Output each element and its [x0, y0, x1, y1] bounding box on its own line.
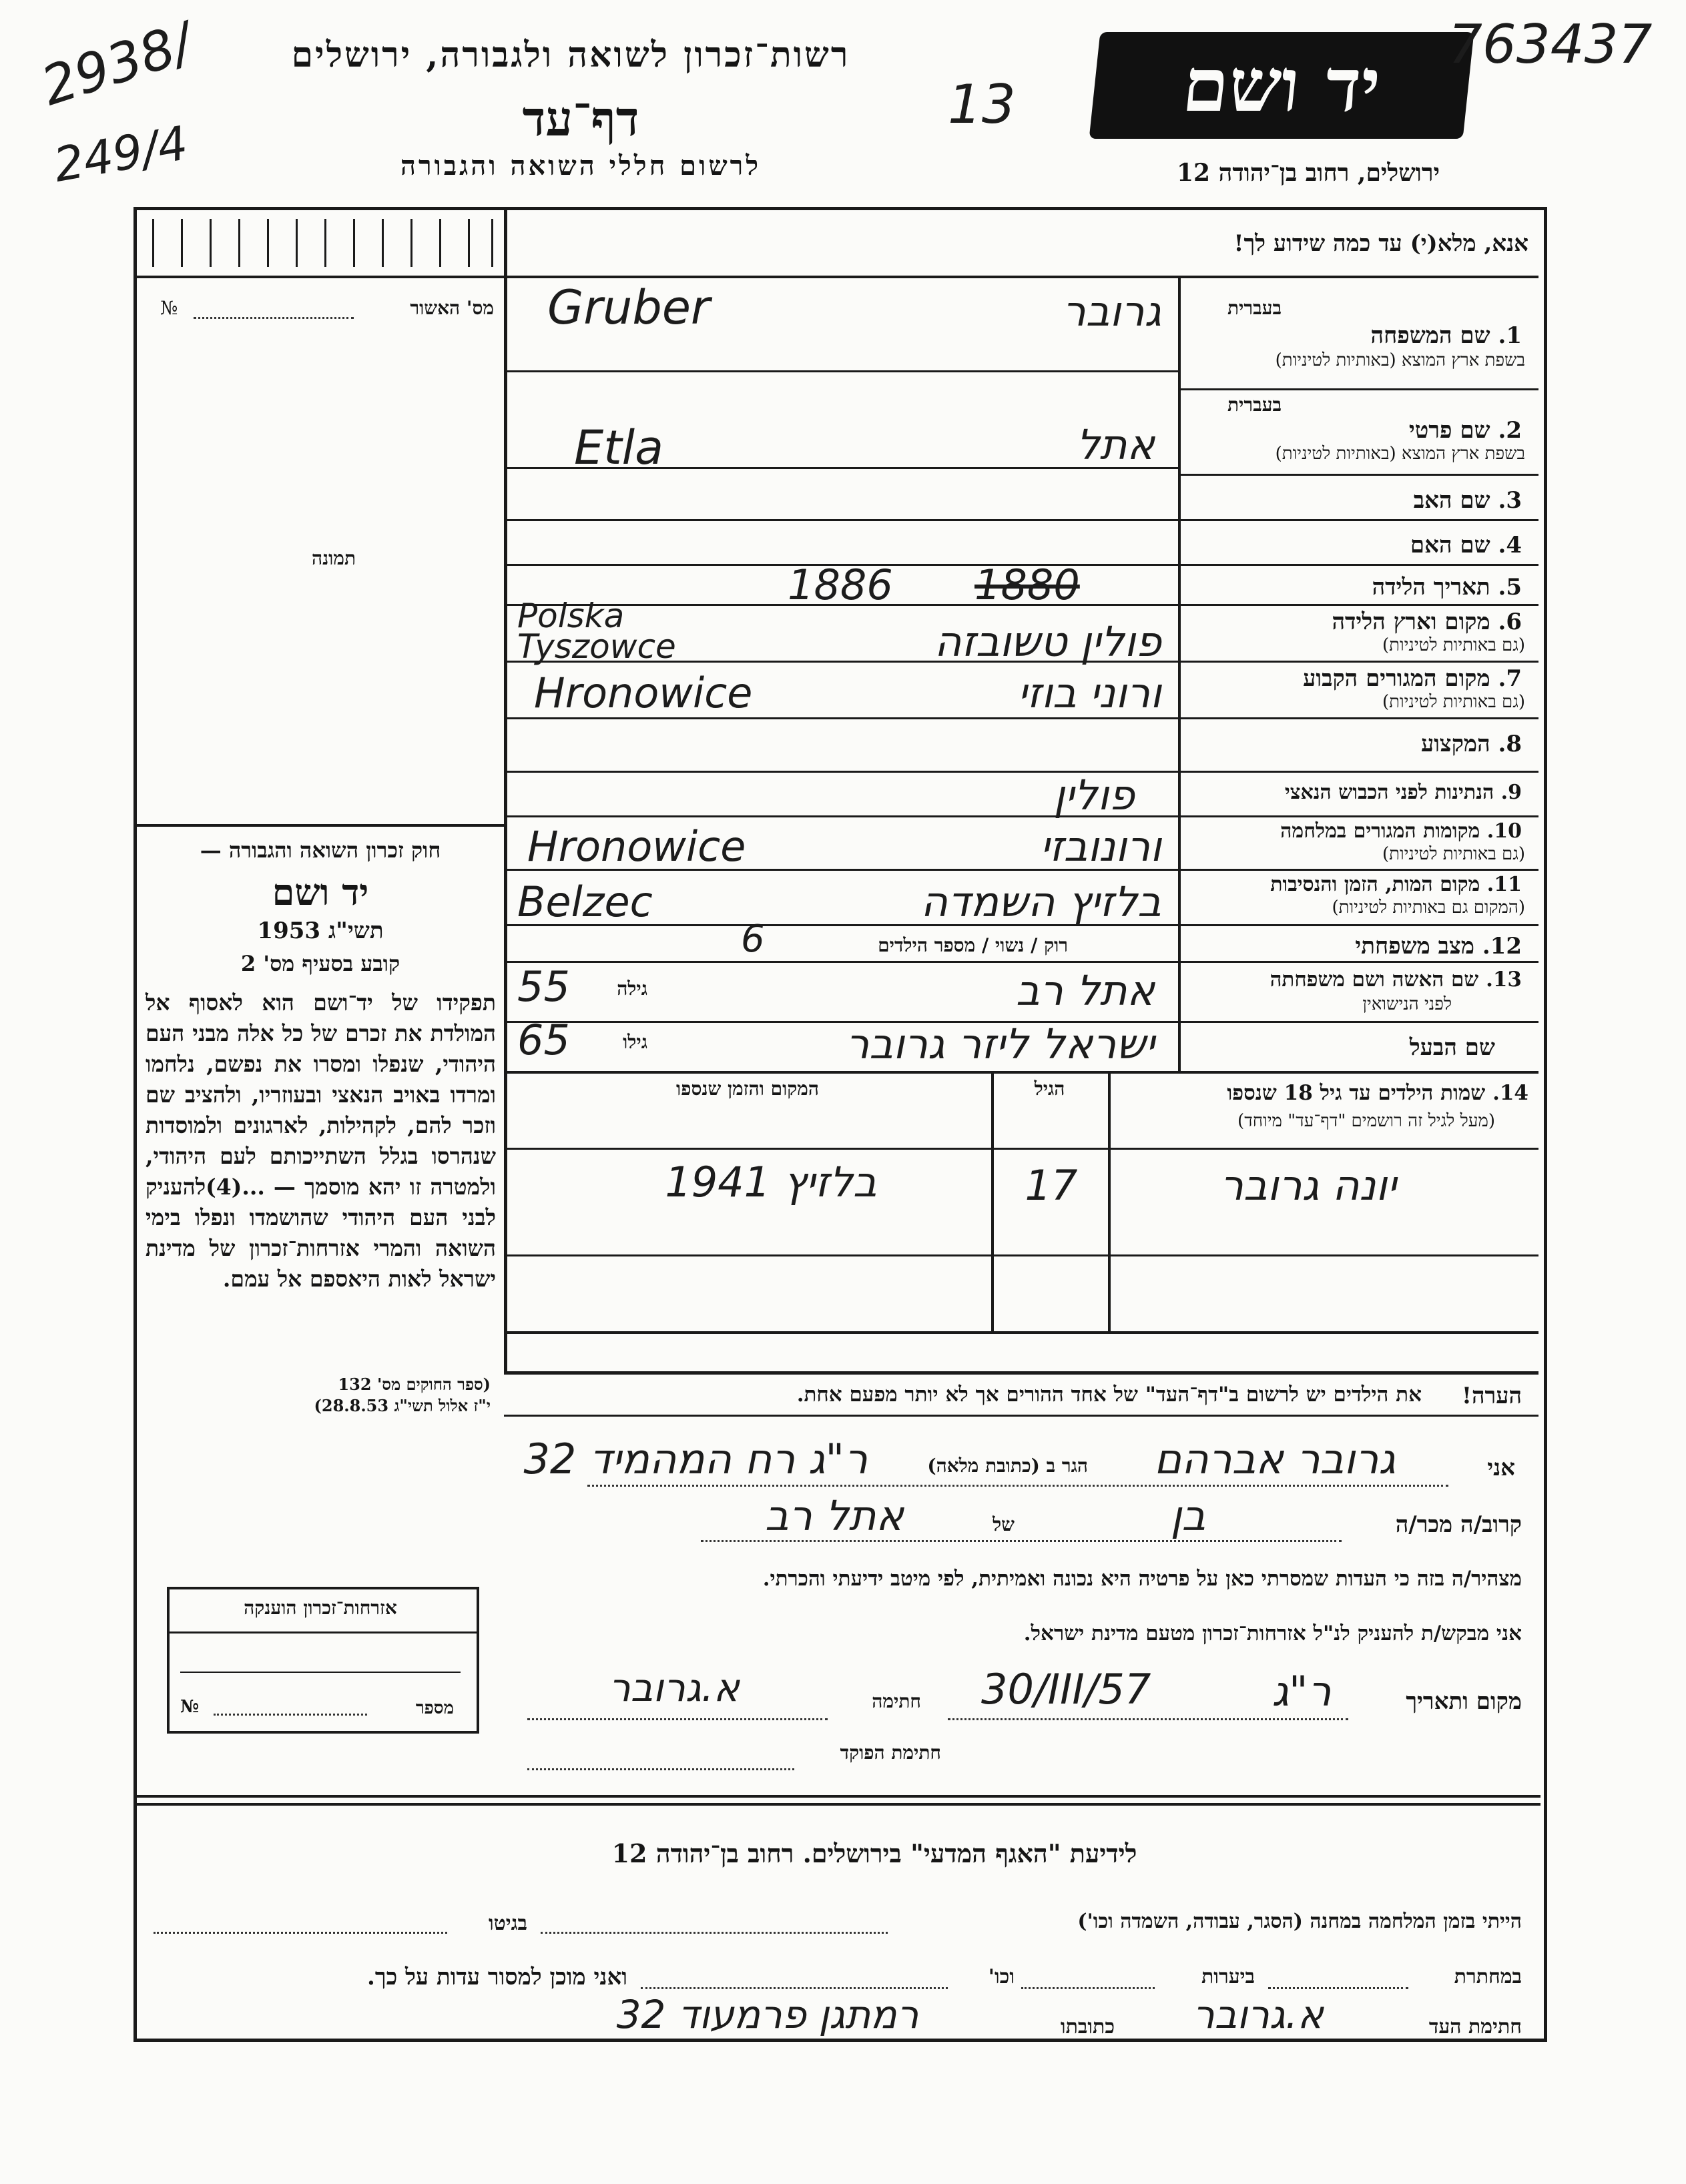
field-4-label: 4. שם האם: [1410, 532, 1522, 559]
field-13-wife-age[interactable]: 55: [517, 962, 570, 1011]
child-1-name[interactable]: יונה גרובר: [1219, 1161, 1397, 1210]
field-13-age-label: גילה: [617, 978, 647, 1000]
field-1-latin-value[interactable]: Gruber: [547, 280, 710, 335]
field-12-label: 12. מצב משפחתי: [1355, 933, 1522, 960]
law-name: יד ושם: [272, 871, 369, 914]
law-section: קובע בסעיף מס' 2: [240, 951, 400, 976]
bottom-title: לידיעת "האגף המדעי" בירושלים. רחוב בן־יהודה 12: [611, 1838, 1137, 1868]
law-year: תשי"ג 1953: [257, 918, 384, 944]
decl-of-value[interactable]: אתל רב: [765, 1491, 904, 1540]
children-col-age: הגיל: [1034, 1078, 1065, 1100]
field-1-hebrew-value[interactable]: גרובר: [1062, 287, 1161, 336]
bottom-line1-a: הייתי בזמן המלחמה במחנה (הסגר, עבודה, השמדה וכו'): [1077, 1910, 1522, 1933]
field-1-hebrew-tag: בעברית: [1227, 297, 1282, 319]
decl-statement: מצהיר/ה בזה כי העדות שמסרתי כאן על פרטיה היא נכונה ואמיתית, לפי מיטב ידיעתי והכרתי.: [762, 1567, 1522, 1591]
field-9-value[interactable]: פולין: [1053, 771, 1135, 819]
decl-request: אני מבקש/ת להעניק לנ"ל אזרחות־זכרון מטעם מדינת ישראל.: [1023, 1621, 1522, 1646]
declarant-name[interactable]: גרובר אברהם: [1154, 1435, 1396, 1483]
instruction-text: אנא, מלא(י) עד כמה שידוע לך!: [1233, 230, 1528, 257]
law-ref-2: י"ז אלול תשי"ג 28.8.53): [314, 1396, 491, 1415]
law-ref-1: (ספר החוקים מס' 132: [338, 1375, 491, 1394]
law-text: תפקידו של יד־ושם הוא לאסוף אל המולדת את זכרם של כל אלה מבני העם היהודי, שנפלו ומסרו את נפשם, נלחמו ומרדו באויב הנאצי ובעוזריו, ולהציב שם וזכר להם, לקהילות, לארגונים ולמוסדות שנהרסו בגלל השתייכותם לעם היהודי, ולמטרה זו יהא מוסמך — ...(4)להעניק לבני העם היהודי שהושמדו ונפלו בימי השואה והמרי אזרחות־זכרון של מדינת ישראל לאות היאספם אל עמם.: [146, 990, 496, 1292]
field-13-wife-name[interactable]: אתל רב: [1016, 966, 1155, 1015]
witness-address-label: כתובתו: [1060, 2015, 1115, 2039]
field-7-sub: (גם באותיות לטיניות): [1382, 692, 1525, 712]
decl-resident-label: הגר ב (כתובת מלאה): [927, 1455, 1088, 1477]
note-label: הערה!: [1462, 1383, 1522, 1409]
bottom-line2-a: במחתרת: [1454, 1965, 1522, 1988]
bottom-line1-b: בגיטו: [488, 1912, 527, 1935]
photo-label: תמונה: [311, 547, 356, 569]
official-signature-label: חתימת הפוקד: [840, 1742, 941, 1764]
decl-date-value[interactable]: 30/III/57: [981, 1665, 1151, 1714]
field-13-label: 13. שם האשה ושם משפחתה: [1270, 968, 1522, 992]
field-11-sub: (המקום גם באותיות לטיניות): [1332, 897, 1525, 918]
citizenship-no-label: מספר: [415, 1698, 454, 1718]
handwritten-ref-left-1: 2938/: [34, 11, 200, 118]
field-7-label: 7. מקום המגורים הקבוע: [1303, 665, 1522, 692]
decl-signature-label: חתימה: [872, 1690, 921, 1712]
children-col-place: המקום והזמן שנספו: [676, 1078, 819, 1100]
law-title: חוק זכרון השואה והגבורה —: [200, 837, 441, 863]
form-subtitle: לרשום חללי השואה והגבורה: [400, 150, 762, 181]
field-11-hebrew-value[interactable]: בלזיץ השמדה: [920, 877, 1161, 926]
decl-place-date-label: מקום ותאריך: [1406, 1688, 1522, 1715]
field-1-sub: בשפת ארץ המוצא (באותיות לטיניות): [1275, 350, 1525, 370]
field-12-options: רוק / נשוי / מספר הילדים: [878, 934, 1068, 956]
field-1-label: 1. שם המשפחה: [1370, 322, 1522, 349]
field-6-latin-value[interactable]: Polska Tyszowce: [517, 597, 676, 666]
field-2-latin-value[interactable]: Etla: [574, 420, 664, 475]
field-13-sub: לפני הנישואין: [1362, 994, 1452, 1014]
witness-address[interactable]: רמתגן פרמעוד 32: [616, 1992, 919, 2037]
field-2-hebrew-tag: בעברית: [1227, 394, 1282, 416]
yad-vashem-logo: יד ושם: [1089, 32, 1474, 139]
decl-signature[interactable]: א.גרובר: [609, 1665, 740, 1710]
handwritten-page-number: 13: [948, 73, 1016, 135]
field-11-label: 11. מקום המות, הזמן והנסיבות: [1270, 873, 1522, 896]
field-7-latin-value[interactable]: Hronowice: [534, 669, 753, 717]
stamp-cells: [152, 219, 493, 267]
address: ירושלים, רחוב בן־יהודה 12: [1176, 159, 1440, 187]
institution-name: רשות־זכרון לשואה ולגבורה, ירושלים: [291, 35, 850, 75]
handwritten-ref-left-2: 249/4: [49, 115, 192, 193]
witness-signature[interactable]: א.גרובר: [1193, 1992, 1324, 2037]
field-10-sub: (גם באותיות לטיניות): [1382, 844, 1525, 864]
field-3-label: 3. שם האב: [1413, 487, 1522, 514]
decl-relation-value[interactable]: בן: [1170, 1491, 1206, 1540]
citizenship-no-mark: №: [180, 1697, 200, 1717]
husband-label: שם הבעל: [1409, 1034, 1495, 1061]
field-2-label: 2. שם פרטי: [1408, 417, 1522, 444]
children-sub: (מעל לגיל זה רושמים "דף־עד" מיוחד): [1237, 1111, 1495, 1131]
archive-no-mark: №: [160, 297, 178, 319]
field-5-birth-year[interactable]: 1886: [788, 561, 893, 609]
bottom-line2-b: ביערות: [1201, 1965, 1255, 1988]
field-5-label: 5. תאריך הלידה: [1372, 574, 1522, 601]
citizenship-box-title: אזרחות־זכרון הוענקה: [244, 1597, 397, 1619]
field-6-hebrew-value[interactable]: פולין טשובזה: [934, 617, 1161, 666]
note-text: את הילדים יש לרשום ב"דף־העד" של אחד ההורים אך לא יותר מפעם אחת.: [796, 1383, 1422, 1407]
decl-of-label: של: [993, 1513, 1015, 1535]
decl-relative-label: קרוב/ה מכר/ה: [1395, 1511, 1522, 1538]
bottom-line2-d: ואני מוכן למסור עדות על כך.: [367, 1964, 627, 1990]
form-title: דף־עד: [522, 90, 639, 147]
field-6-sub: (גם באותיות לטיניות): [1382, 635, 1525, 655]
witness-sig-label: חתימת העד: [1428, 2015, 1522, 2039]
decl-i-label: אני: [1487, 1455, 1515, 1481]
husband-age-label: גילו: [623, 1031, 647, 1053]
field-12-children-count[interactable]: 6: [741, 918, 765, 961]
decl-place-value[interactable]: ר"ג: [1272, 1667, 1332, 1716]
child-1-age[interactable]: 17: [1025, 1161, 1078, 1210]
field-10-label: 10. מקומות המגורים במלחמה: [1280, 819, 1522, 843]
field-11-latin-value[interactable]: Belzec: [517, 877, 653, 926]
field-10-latin-value[interactable]: Hronowice: [527, 822, 746, 871]
field-2-hebrew-value[interactable]: אתל: [1076, 420, 1155, 469]
archive-no-label: מס' האשור: [410, 297, 494, 319]
husband-age[interactable]: 65: [517, 1016, 570, 1064]
field-7-hebrew-value[interactable]: ורוני בוזי: [1017, 669, 1161, 717]
children-label: 14. שמות הילדים עד גיל 18 שנספו: [1227, 1081, 1528, 1105]
field-5-struck-year: 1880: [974, 561, 1080, 609]
field-10-hebrew-value[interactable]: ורונובזי: [1040, 822, 1161, 871]
bottom-line2-c: וכו': [988, 1965, 1015, 1988]
handwritten-ref-right: 763437: [1448, 13, 1653, 75]
field-9-label: 9. הנתינות לפני הכבוש הנאצי: [1284, 781, 1522, 804]
field-6-label: 6. מקום וארץ הלידה: [1332, 609, 1522, 635]
husband-name[interactable]: ישראל ליזר גרובר: [846, 1020, 1155, 1068]
field-8-label: 8. המקצוע: [1420, 731, 1522, 757]
decl-address[interactable]: ר"ג רח המהמיד 32: [523, 1435, 868, 1483]
child-1-place-time[interactable]: בלזיץ 1941: [665, 1158, 877, 1206]
field-2-sub: בשפת ארץ המוצא (באותיות לטיניות): [1275, 444, 1525, 464]
